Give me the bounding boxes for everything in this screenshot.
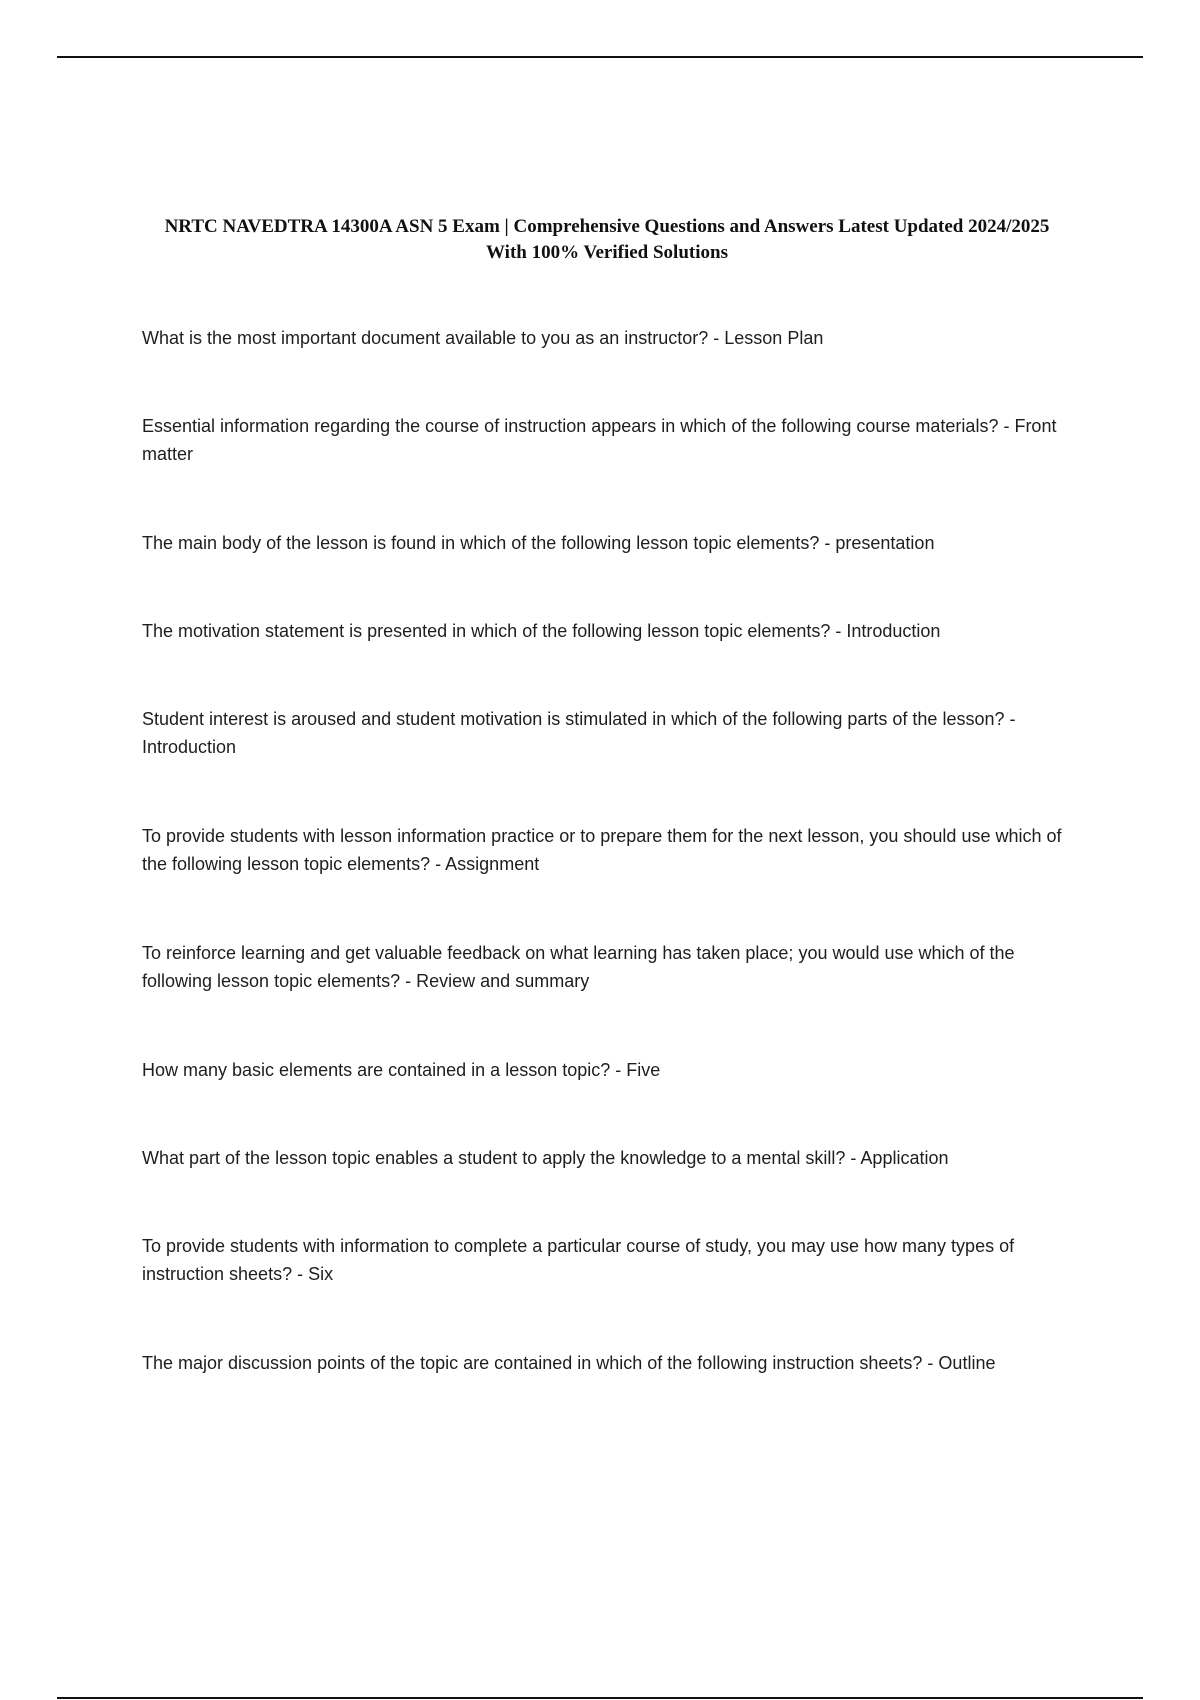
qa-item: The main body of the lesson is found in which of the following lesson topic elements? - presentation — [142, 533, 935, 553]
qa-item: How many basic elements are contained in a lesson topic? - Five — [142, 1060, 661, 1080]
qa-item: To provide students with information to complete a particular course of study, you may use how many types of instruction sheets? - Six — [142, 1236, 1015, 1284]
qa-item: What part of the lesson topic enables a student to apply the knowledge to a mental skill? - Application — [142, 1148, 949, 1168]
top-divider — [57, 56, 1143, 58]
qa-item: The major discussion points of the topic are contained in which of the following instruction sheets? - Outline — [142, 1353, 996, 1373]
qa-item: To reinforce learning and get valuable feedback on what learning has taken place; you would use which of the following lesson topic elements? - Review and summary — [142, 943, 1015, 991]
qa-item: To provide students with lesson information practice or to prepare them for the next lesson, you should use which of the following lesson topic elements? - Assignment — [142, 826, 1062, 874]
document-title: NRTC NAVEDTRA 14300A ASN 5 Exam | Comprehensive Questions and Answers Latest Updated 2024/2025 With 100% Verified Solutions — [164, 216, 1050, 263]
qa-list — [142, 324, 1072, 1377]
qa-item: What is the most important document available to you as an instructor? - Lesson Plan — [142, 328, 824, 348]
qa-item: Essential information regarding the course of instruction appears in which of the following course materials? - Front matter — [142, 416, 1057, 464]
document-content — [142, 214, 1072, 1438]
qa-item: The motivation statement is presented in which of the following lesson topic elements? - Introduction — [142, 621, 941, 641]
bottom-divider — [57, 1697, 1143, 1699]
qa-item: Student interest is aroused and student motivation is stimulated in which of the following parts of the lesson? - Introduction — [142, 709, 1016, 757]
